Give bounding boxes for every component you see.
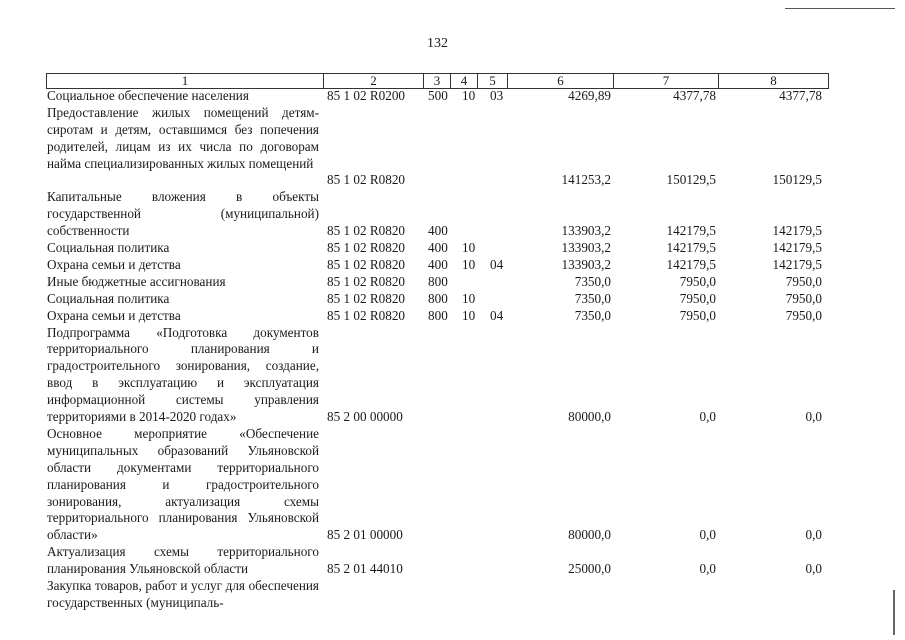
row-v6: 133903,2	[561, 240, 611, 256]
row-name: Предоставление жилых помещений детям-сиротам и детям, оставшимся без попечения родителей, лицам из их числа по договорам найма специализированных жилых помещений	[47, 104, 319, 171]
row-c3: 500	[428, 88, 448, 103]
row-c4: 10	[462, 256, 476, 272]
row-v8: 7950,0	[785, 307, 822, 323]
budget-table-body	[0, 88, 905, 612]
row-v8: 142179,5	[772, 223, 822, 239]
column-header: 2	[324, 74, 424, 89]
row-c4: 10	[462, 88, 476, 103]
row-code: 85 1 02 R0200	[327, 88, 406, 103]
row-code: 85 1 02 R0820	[327, 172, 406, 188]
row-v7: 7950,0	[679, 290, 716, 306]
row-v8: 142179,5	[772, 240, 822, 256]
row-c3: 400	[428, 223, 448, 239]
row-v6: 7350,0	[574, 307, 611, 323]
row-code: 85 2 00 00000	[327, 409, 403, 425]
row-c3: 800	[428, 307, 448, 323]
row-v7: 0,0	[699, 527, 716, 543]
table-row	[0, 291, 905, 308]
row-v8: 4377,78	[779, 88, 822, 103]
table-row	[0, 257, 905, 274]
row-name: Охрана семьи и детства	[47, 307, 181, 323]
row-v7: 7950,0	[679, 307, 716, 323]
column-header: 8	[719, 74, 829, 89]
row-v8: 7950,0	[785, 273, 822, 289]
row-v6: 80000,0	[568, 527, 611, 543]
row-c3: 800	[428, 273, 448, 289]
row-name: Социальное обеспечение населения	[47, 88, 249, 103]
row-v7: 150129,5	[666, 172, 716, 188]
row-v7: 0,0	[699, 409, 716, 425]
column-header: 1	[47, 74, 324, 89]
row-code: 85 1 02 R0820	[327, 273, 406, 289]
row-v6: 7350,0	[574, 273, 611, 289]
row-v6: 133903,2	[561, 223, 611, 239]
page-number: 132	[427, 36, 448, 51]
row-v6: 25000,0	[568, 561, 611, 577]
row-name: Охрана семьи и детства	[47, 256, 181, 272]
row-c5: 03	[490, 88, 504, 103]
row-v8: 150129,5	[772, 172, 822, 188]
table-row	[0, 544, 905, 578]
row-v6: 80000,0	[568, 409, 611, 425]
row-v6: 141253,2	[561, 172, 611, 188]
row-c3: 400	[428, 240, 448, 256]
column-header: 7	[614, 74, 719, 89]
row-name: Иные бюджетные ассигнования	[47, 273, 226, 289]
top-rule	[785, 8, 895, 9]
row-name: Социальная политика	[47, 290, 170, 306]
row-c4: 10	[462, 240, 476, 256]
row-c5: 04	[490, 307, 504, 323]
table-row	[0, 325, 905, 426]
row-v8: 0,0	[805, 527, 822, 543]
row-v8: 0,0	[805, 409, 822, 425]
row-name: Основное мероприятие «Обеспечение муниципальных образований Ульяновской области документами территориального планирования и градостроительного зонирования, актуализация схемы территориального планирования Ульяновской области»	[47, 425, 319, 543]
row-c3: 400	[428, 256, 448, 272]
table-row	[0, 274, 905, 291]
row-name: Подпрограмма «Подготовка документов территориального планирования и градостроительного зонирования, создание, ввод в эксплуатацию и эксплуатация информационной системы управления территориями в 2014-2020 годах»	[47, 324, 319, 425]
row-v8: 142179,5	[772, 256, 822, 272]
row-c4: 10	[462, 290, 476, 306]
column-header: 4	[451, 74, 478, 89]
table-row	[0, 189, 905, 240]
row-code: 85 2 01 44010	[327, 561, 403, 577]
row-code: 85 1 02 R0820	[327, 307, 406, 323]
row-name: Капитальные вложения в объекты государственной (муниципальной) собственности	[47, 189, 319, 239]
row-v8: 0,0	[805, 561, 822, 577]
column-header: 6	[508, 74, 614, 89]
row-code: 85 1 02 R0820	[327, 223, 406, 239]
row-code: 85 1 02 R0820	[327, 290, 406, 306]
row-v6: 7350,0	[574, 290, 611, 306]
row-v7: 4377,78	[673, 88, 716, 103]
row-v7: 142179,5	[666, 223, 716, 239]
table-row	[0, 88, 905, 105]
table-row	[0, 308, 905, 325]
row-code: 85 2 01 00000	[327, 527, 403, 543]
row-v7: 0,0	[699, 561, 716, 577]
column-header: 5	[478, 74, 508, 89]
row-v8: 7950,0	[785, 290, 822, 306]
row-c4: 10	[462, 307, 476, 323]
row-code: 85 1 02 R0820	[327, 240, 406, 256]
row-name: Закупка товаров, работ и услуг для обеспечения государственных (муниципаль-	[47, 578, 319, 610]
row-v7: 142179,5	[666, 240, 716, 256]
row-v7: 142179,5	[666, 256, 716, 272]
row-name: Социальная политика	[47, 240, 170, 256]
row-name: Актуализация схемы территориального планирования Ульяновской области	[47, 544, 319, 577]
table-row	[0, 426, 905, 544]
table-row	[0, 578, 905, 612]
row-c3: 800	[428, 290, 448, 306]
table-row	[0, 240, 905, 257]
row-v7: 7950,0	[679, 273, 716, 289]
row-code: 85 1 02 R0820	[327, 256, 406, 272]
row-v6: 4269,89	[568, 88, 611, 103]
table-row	[0, 105, 905, 190]
row-c5: 04	[490, 256, 504, 272]
column-header: 3	[424, 74, 451, 89]
column-header-row	[46, 73, 829, 89]
row-v6: 133903,2	[561, 256, 611, 272]
